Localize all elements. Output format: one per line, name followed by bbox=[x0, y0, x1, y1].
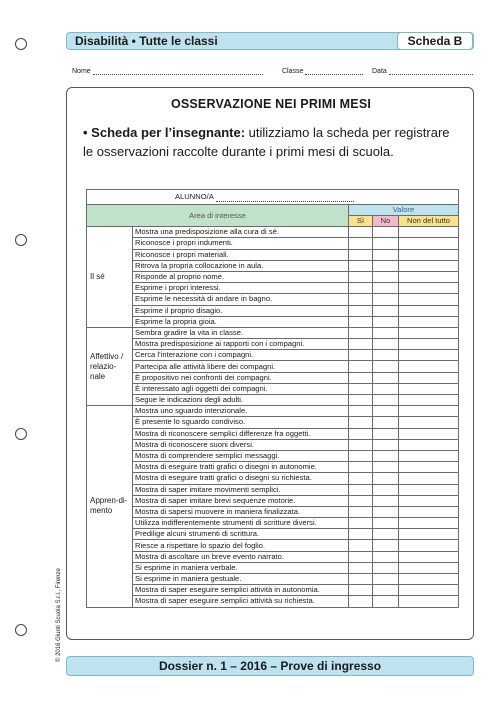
value-col-si: Sì bbox=[349, 216, 373, 227]
item-text: Mostra di riconoscere semplici differenze fra oggetti. bbox=[133, 428, 349, 439]
item-text: È propositivo nei confronti dei compagni. bbox=[133, 372, 349, 383]
check-cell-no[interactable] bbox=[373, 383, 399, 394]
check-cell-non-del-tutto[interactable] bbox=[399, 529, 459, 540]
check-cell-non-del-tutto[interactable] bbox=[399, 283, 459, 294]
check-cell-no[interactable] bbox=[373, 473, 399, 484]
check-cell-non-del-tutto[interactable] bbox=[399, 484, 459, 495]
alunno-field[interactable] bbox=[216, 195, 354, 202]
check-cell-no[interactable] bbox=[373, 562, 399, 573]
check-cell-si[interactable] bbox=[349, 484, 373, 495]
table-row bbox=[87, 473, 459, 484]
check-cell-no[interactable] bbox=[373, 428, 399, 439]
check-cell-non-del-tutto[interactable] bbox=[399, 294, 459, 305]
item-text: Utilizza indifferentemente strumenti di scritture diversi. bbox=[133, 518, 349, 529]
check-cell-si[interactable] bbox=[349, 372, 373, 383]
intro-body: utilizziamo la scheda per registrare le osservazioni raccolte durante i primi mesi di scuola. bbox=[83, 125, 450, 159]
check-cell-non-del-tutto[interactable] bbox=[399, 316, 459, 327]
table-row bbox=[87, 518, 459, 529]
item-text: Mostra di riconoscere suoni diversi. bbox=[133, 439, 349, 450]
item-text: Mostra uno sguardo intenzionale. bbox=[133, 406, 349, 417]
check-cell-non-del-tutto[interactable] bbox=[399, 540, 459, 551]
table-row bbox=[87, 506, 459, 517]
check-cell-non-del-tutto[interactable] bbox=[399, 551, 459, 562]
table-row bbox=[87, 495, 459, 506]
table-row bbox=[87, 484, 459, 495]
nome-field[interactable] bbox=[93, 69, 263, 75]
valore-header: Valore bbox=[349, 205, 459, 216]
check-cell-si[interactable] bbox=[349, 518, 373, 529]
item-text: Esprime i propri interessi. bbox=[133, 283, 349, 294]
table-row bbox=[87, 428, 459, 439]
item-text: Riconosce i propri materiali. bbox=[133, 249, 349, 260]
check-cell-si[interactable] bbox=[349, 417, 373, 428]
check-cell-si[interactable] bbox=[349, 574, 373, 585]
binder-hole-bottom bbox=[15, 624, 27, 636]
footer-text: Dossier n. 1 – 2016 – Prove di ingresso bbox=[158, 659, 382, 673]
table-row bbox=[87, 283, 459, 294]
check-cell-no[interactable] bbox=[373, 395, 399, 406]
check-cell-non-del-tutto[interactable] bbox=[399, 249, 459, 260]
check-cell-non-del-tutto[interactable] bbox=[399, 350, 459, 361]
item-text: Partecipa alle attività libere dei compagni. bbox=[133, 361, 349, 372]
check-cell-si[interactable] bbox=[349, 305, 373, 316]
table-row bbox=[87, 339, 459, 350]
check-cell-no[interactable] bbox=[373, 439, 399, 450]
item-text: Riconosce i propri indumenti. bbox=[133, 238, 349, 249]
value-col-no: No bbox=[373, 216, 399, 227]
table-row bbox=[87, 383, 459, 394]
check-cell-si[interactable] bbox=[349, 383, 373, 394]
table-row bbox=[87, 529, 459, 540]
check-cell-si[interactable] bbox=[349, 562, 373, 573]
item-text: Mostra di saper imitare movimenti semplici. bbox=[133, 484, 349, 495]
check-cell-no[interactable] bbox=[373, 260, 399, 271]
item-text: Mostra di saper eseguire semplici attività in autonomia. bbox=[133, 585, 349, 596]
data-label: Data bbox=[372, 68, 387, 75]
item-text: Ritrova la propria collocazione in aula. bbox=[133, 260, 349, 271]
table-row bbox=[87, 540, 459, 551]
table-row bbox=[87, 562, 459, 573]
table-row bbox=[87, 227, 459, 238]
intro-bold: • Scheda per l’insegnante: bbox=[83, 125, 246, 140]
table-row bbox=[87, 327, 459, 338]
footer-bar bbox=[66, 656, 474, 676]
check-cell-si[interactable] bbox=[349, 473, 373, 484]
check-cell-si[interactable] bbox=[349, 406, 373, 417]
observation-table bbox=[86, 189, 459, 608]
check-cell-no[interactable] bbox=[373, 316, 399, 327]
item-text: Mostra una predisposizione alla cura di sé. bbox=[133, 227, 349, 238]
check-cell-no[interactable] bbox=[373, 484, 399, 495]
binder-hole-lower bbox=[15, 428, 27, 440]
check-cell-si[interactable] bbox=[349, 450, 373, 461]
copyright-text: © 2016 Giunti Scuola S.r.l., Firenze bbox=[56, 568, 62, 662]
item-text: Mostra di ascoltare un breve evento narrato. bbox=[133, 551, 349, 562]
check-cell-non-del-tutto[interactable] bbox=[399, 585, 459, 596]
table-row bbox=[87, 585, 459, 596]
check-cell-si[interactable] bbox=[349, 283, 373, 294]
category-label: Il sé bbox=[87, 227, 133, 328]
item-text: Sembra gradire la vita in classe. bbox=[133, 327, 349, 338]
check-cell-si[interactable] bbox=[349, 316, 373, 327]
table-row bbox=[87, 439, 459, 450]
check-cell-non-del-tutto[interactable] bbox=[399, 417, 459, 428]
check-cell-no[interactable] bbox=[373, 585, 399, 596]
check-cell-no[interactable] bbox=[373, 529, 399, 540]
check-cell-no[interactable] bbox=[373, 283, 399, 294]
header-title: Disabilità • Tutte le classi bbox=[75, 34, 218, 48]
classe-field[interactable] bbox=[305, 69, 363, 75]
binder-hole-upper bbox=[15, 234, 27, 246]
check-cell-si[interactable] bbox=[349, 227, 373, 238]
item-text: Mostra di eseguire tratti grafici o disegni su richiesta. bbox=[133, 473, 349, 484]
check-cell-non-del-tutto[interactable] bbox=[399, 227, 459, 238]
check-cell-non-del-tutto[interactable] bbox=[399, 271, 459, 282]
area-header: Area di interesse bbox=[87, 205, 349, 227]
value-col-non-del-tutto: Non del tutto bbox=[399, 216, 459, 227]
item-text: Riesce a rispettare lo spazio del foglio. bbox=[133, 540, 349, 551]
table-row bbox=[87, 260, 459, 271]
check-cell-si[interactable] bbox=[349, 327, 373, 338]
table-row bbox=[87, 361, 459, 372]
item-text: Mostra predisposizione ai rapporti con i compagni. bbox=[133, 339, 349, 350]
check-cell-no[interactable] bbox=[373, 327, 399, 338]
item-text: Si esprime in maniera gestuale. bbox=[133, 574, 349, 585]
item-text: Mostra di eseguire tratti grafici o disegni in autonomie. bbox=[133, 462, 349, 473]
check-cell-non-del-tutto[interactable] bbox=[399, 506, 459, 517]
check-cell-non-del-tutto[interactable] bbox=[399, 395, 459, 406]
check-cell-si[interactable] bbox=[349, 529, 373, 540]
item-text: Si esprime in maniera verbale. bbox=[133, 562, 349, 573]
check-cell-si[interactable] bbox=[349, 271, 373, 282]
check-cell-non-del-tutto[interactable] bbox=[399, 518, 459, 529]
info-nome bbox=[72, 68, 263, 75]
classe-label: Classe bbox=[282, 68, 304, 75]
item-text: Mostra di saper eseguire semplici attività su richiesta. bbox=[133, 596, 349, 607]
check-cell-no[interactable] bbox=[373, 227, 399, 238]
item-text: Segue le indicazioni degli adulti. bbox=[133, 395, 349, 406]
table-row bbox=[87, 395, 459, 406]
data-field[interactable] bbox=[389, 69, 473, 75]
table-row bbox=[87, 316, 459, 327]
info-data bbox=[372, 68, 473, 75]
nome-label: Nome bbox=[72, 68, 91, 75]
table-row bbox=[87, 450, 459, 461]
item-text: È presente lo sguardo condiviso. bbox=[133, 417, 349, 428]
table-row bbox=[87, 271, 459, 282]
check-cell-no[interactable] bbox=[373, 495, 399, 506]
item-text: È interessato agli oggetti dei compagni. bbox=[133, 383, 349, 394]
scheda-label: Scheda B bbox=[397, 32, 473, 50]
check-cell-no[interactable] bbox=[373, 596, 399, 607]
worksheet-title: OSSERVAZIONE NEI PRIMI MESI bbox=[170, 97, 372, 111]
item-text: Esprime le necessità di andare in bagno. bbox=[133, 294, 349, 305]
check-cell-si[interactable] bbox=[349, 585, 373, 596]
item-text: Predilige alcuni strumenti di scrittura. bbox=[133, 529, 349, 540]
item-text: Esprime la propria gioia. bbox=[133, 316, 349, 327]
check-cell-non-del-tutto[interactable] bbox=[399, 305, 459, 316]
check-cell-no[interactable] bbox=[373, 462, 399, 473]
item-text: Esprime il proprio disagio. bbox=[133, 305, 349, 316]
table-row bbox=[87, 249, 459, 260]
check-cell-no[interactable] bbox=[373, 372, 399, 383]
check-cell-si[interactable] bbox=[349, 495, 373, 506]
check-cell-non-del-tutto[interactable] bbox=[399, 327, 459, 338]
check-cell-si[interactable] bbox=[349, 294, 373, 305]
check-cell-no[interactable] bbox=[373, 406, 399, 417]
item-text: Cerca l’interazione con i compagni. bbox=[133, 350, 349, 361]
check-cell-si[interactable] bbox=[349, 551, 373, 562]
check-cell-no[interactable] bbox=[373, 574, 399, 585]
item-text: Mostra di saper imitare brevi sequenze motorie. bbox=[133, 495, 349, 506]
check-cell-si[interactable] bbox=[349, 462, 373, 473]
check-cell-no[interactable] bbox=[373, 249, 399, 260]
item-text: Risponde al proprio nome. bbox=[133, 271, 349, 282]
table-row bbox=[87, 551, 459, 562]
header-bar bbox=[66, 32, 474, 50]
check-cell-no[interactable] bbox=[373, 238, 399, 249]
check-cell-non-del-tutto[interactable] bbox=[399, 361, 459, 372]
check-cell-si[interactable] bbox=[349, 339, 373, 350]
intro-text bbox=[83, 123, 463, 161]
check-cell-si[interactable] bbox=[349, 260, 373, 271]
check-cell-no[interactable] bbox=[373, 518, 399, 529]
table-row bbox=[87, 238, 459, 249]
check-cell-non-del-tutto[interactable] bbox=[399, 495, 459, 506]
binder-hole-top bbox=[15, 38, 27, 50]
check-cell-si[interactable] bbox=[349, 596, 373, 607]
table-row bbox=[87, 462, 459, 473]
check-cell-no[interactable] bbox=[373, 540, 399, 551]
check-cell-non-del-tutto[interactable] bbox=[399, 339, 459, 350]
check-cell-non-del-tutto[interactable] bbox=[399, 238, 459, 249]
check-cell-si[interactable] bbox=[349, 395, 373, 406]
item-text: Mostra di comprendere semplici messaggi. bbox=[133, 450, 349, 461]
alunno-label: ALUNNO/A bbox=[175, 192, 214, 201]
worksheet-frame bbox=[66, 87, 474, 640]
alunno-row[interactable] bbox=[87, 190, 459, 205]
check-cell-no[interactable] bbox=[373, 450, 399, 461]
check-cell-si[interactable] bbox=[349, 540, 373, 551]
check-cell-non-del-tutto[interactable] bbox=[399, 473, 459, 484]
check-cell-no[interactable] bbox=[373, 339, 399, 350]
table-row bbox=[87, 406, 459, 417]
check-cell-non-del-tutto[interactable] bbox=[399, 574, 459, 585]
check-cell-no[interactable] bbox=[373, 361, 399, 372]
check-cell-non-del-tutto[interactable] bbox=[399, 439, 459, 450]
check-cell-no[interactable] bbox=[373, 350, 399, 361]
table-row bbox=[87, 372, 459, 383]
copyright-note bbox=[54, 532, 62, 662]
check-cell-no[interactable] bbox=[373, 417, 399, 428]
info-classe bbox=[282, 68, 363, 75]
check-cell-si[interactable] bbox=[349, 439, 373, 450]
check-cell-no[interactable] bbox=[373, 271, 399, 282]
item-text: Mostra di sapersi muovere in maniera finalizzata. bbox=[133, 506, 349, 517]
check-cell-si[interactable] bbox=[349, 350, 373, 361]
table-row bbox=[87, 596, 459, 607]
check-cell-non-del-tutto[interactable] bbox=[399, 406, 459, 417]
table-row bbox=[87, 417, 459, 428]
category-label: Appren-di-mento bbox=[87, 406, 133, 607]
table-row bbox=[87, 305, 459, 316]
check-cell-si[interactable] bbox=[349, 428, 373, 439]
table-row bbox=[87, 294, 459, 305]
table-row bbox=[87, 574, 459, 585]
check-cell-no[interactable] bbox=[373, 551, 399, 562]
check-cell-si[interactable] bbox=[349, 361, 373, 372]
check-cell-non-del-tutto[interactable] bbox=[399, 383, 459, 394]
check-cell-non-del-tutto[interactable] bbox=[399, 372, 459, 383]
check-cell-si[interactable] bbox=[349, 506, 373, 517]
check-cell-non-del-tutto[interactable] bbox=[399, 450, 459, 461]
check-cell-si[interactable] bbox=[349, 238, 373, 249]
check-cell-non-del-tutto[interactable] bbox=[399, 462, 459, 473]
check-cell-no[interactable] bbox=[373, 506, 399, 517]
table-row bbox=[87, 350, 459, 361]
check-cell-non-del-tutto[interactable] bbox=[399, 562, 459, 573]
check-cell-no[interactable] bbox=[373, 305, 399, 316]
check-cell-no[interactable] bbox=[373, 294, 399, 305]
category-label: Affettivo / relazio-nale bbox=[87, 327, 133, 405]
check-cell-non-del-tutto[interactable] bbox=[399, 260, 459, 271]
check-cell-si[interactable] bbox=[349, 249, 373, 260]
check-cell-non-del-tutto[interactable] bbox=[399, 428, 459, 439]
check-cell-non-del-tutto[interactable] bbox=[399, 596, 459, 607]
